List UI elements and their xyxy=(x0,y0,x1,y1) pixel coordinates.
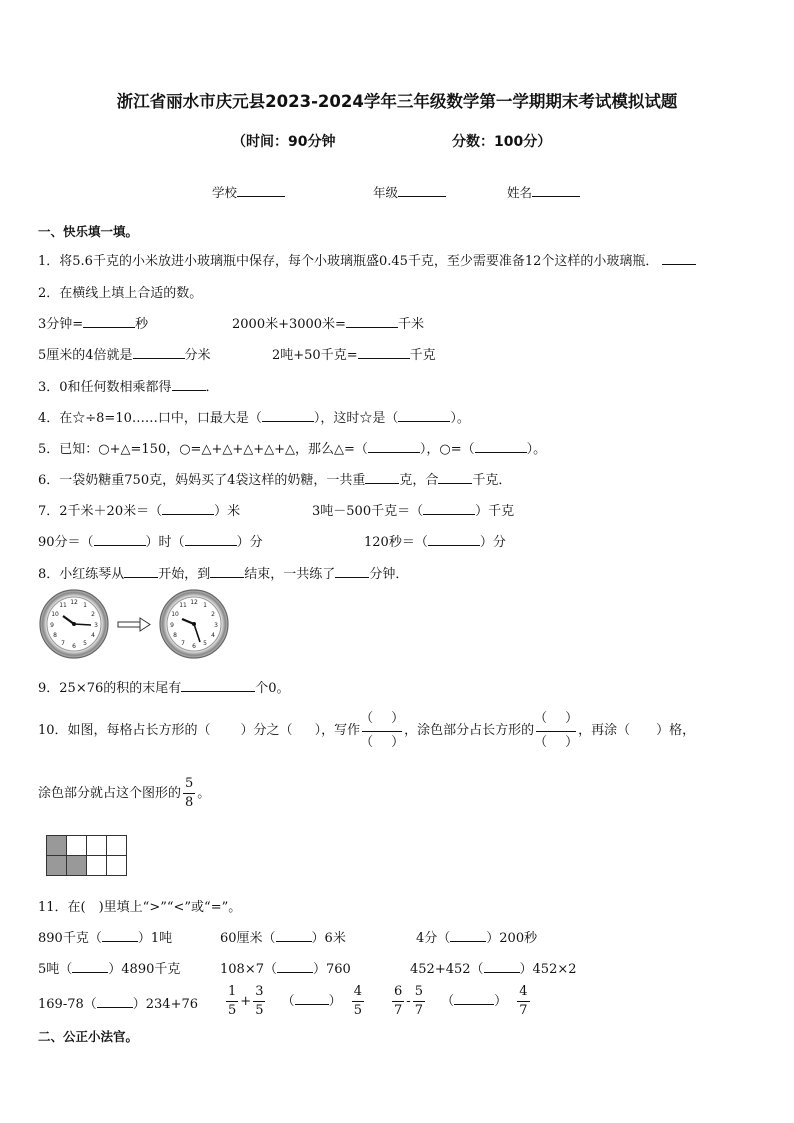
svg-text:1: 1 xyxy=(203,602,207,609)
svg-text:5: 5 xyxy=(203,640,207,647)
question-10-cont: 涂色部分就占这个图形的 $\frac{5}{8}$ 。 xyxy=(38,776,211,810)
question-2-a2: 2000米+3000米= 千米 xyxy=(232,313,424,332)
question-2-b1: 5厘米的4倍就是 分米 xyxy=(38,344,211,363)
start-clock xyxy=(40,590,108,658)
svg-text:11: 11 xyxy=(59,602,67,609)
arrow-icon xyxy=(118,618,150,631)
school-field: 学校 xyxy=(212,183,285,201)
blank-fraction-1: （ ） （ ） xyxy=(360,710,405,750)
svg-text:4: 4 xyxy=(211,632,215,639)
score-label: 分数：100分） xyxy=(452,134,552,150)
svg-text:11: 11 xyxy=(179,602,187,609)
svg-text:9: 9 xyxy=(170,622,174,629)
svg-text:10: 10 xyxy=(51,611,59,618)
blank-fraction-2: （ ） （ ） xyxy=(534,710,579,750)
question-6: 6．一袋奶糖重750克，妈妈买了4袋这样的奶糖，一共重 克，合 千克． xyxy=(38,469,511,488)
question-7-b2: 120秒＝（ ）分 xyxy=(364,531,506,550)
svg-text:6: 6 xyxy=(72,643,76,650)
q11-r2-c1: 5吨（ ）4890千克 xyxy=(38,958,180,977)
q11-r3-c2: $\frac{1}{5}$ + $\frac{3}{5}$ （ ） $\frac{4}{5}$ xyxy=(228,984,363,1018)
question-7-a2: 3吨－500千克＝（ ）千克 xyxy=(312,500,514,519)
svg-text:3: 3 xyxy=(214,622,218,629)
question-9: 9．25×76的积的末尾有 个0。 xyxy=(38,677,290,696)
q11-r1-c2: 60厘米（ ）6米 xyxy=(220,927,346,946)
svg-text:8: 8 xyxy=(53,632,57,639)
question-10: 10．如图，每格占长方形的（ ）分之（ ），写作 （ ） （ ） ，涂色部分占长方形的 （ ） （ ） ，再涂（ ）格， xyxy=(38,708,695,754)
rectangle-grid xyxy=(46,835,127,876)
svg-text:7: 7 xyxy=(61,640,65,647)
section-1-heading: 一、快乐填一填。 xyxy=(38,224,139,239)
question-4: 4．在☆÷8=10……口中，口最大是（ ），这时☆是（ ）。 xyxy=(38,407,470,426)
q11-r2-c3: 452+452（ ）452×2 xyxy=(410,958,577,977)
time-label: （时间：90分钟 xyxy=(232,134,336,150)
svg-text:12: 12 xyxy=(70,599,78,606)
question-1: 1．将5.6千克的小米放进小玻璃瓶中保存，每个小玻璃瓶盛0.45千克，至少需要准备12个这样的小玻璃瓶． xyxy=(38,250,696,269)
svg-text:6: 6 xyxy=(192,643,196,650)
q11-r1-c3: 4分（ ）200秒 xyxy=(416,927,537,946)
svg-text:5: 5 xyxy=(83,640,87,647)
clocks-illustration xyxy=(38,588,234,664)
svg-text:4: 4 xyxy=(91,632,95,639)
svg-text:3: 3 xyxy=(94,622,98,629)
svg-text:7: 7 xyxy=(181,640,185,647)
svg-text:8: 8 xyxy=(173,632,177,639)
q11-r3-c1: 169-78（ ）234+76 xyxy=(38,993,198,1012)
question-3: 3．0和任何数相乘都得 ． xyxy=(38,376,219,395)
q11-r2-c2: 108×7（ ）760 xyxy=(220,958,351,977)
svg-text:2: 2 xyxy=(91,611,95,618)
q11-r1-c1: 890千克（ ）1吨 xyxy=(38,927,172,946)
page-title: 浙江省丽水市庆元县2023-2024学年三年级数学第一学期期末考试模拟试题 xyxy=(116,92,678,111)
name-field: 姓名 xyxy=(507,183,580,201)
svg-text:2: 2 xyxy=(211,611,215,618)
svg-text:12: 12 xyxy=(190,599,198,606)
end-clock xyxy=(160,590,228,658)
question-7-a1: 7．2千米＋20米＝（ ）米 xyxy=(38,500,240,519)
section-2-heading: 二、公正小法官。 xyxy=(38,1029,139,1044)
question-2: 2．在横线上填上合适的数。 xyxy=(38,286,203,301)
grade-field: 年级 xyxy=(373,183,446,201)
svg-text:1: 1 xyxy=(83,602,87,609)
question-7-b1: 90分＝（ ）时（ ）分 xyxy=(38,531,263,550)
question-8: 8．小红练琴从 开始，到 结束，一共练了 分钟． xyxy=(38,563,408,582)
q11-r3-c3: $\frac{6}{7}$ - $\frac{5}{7}$ （ ） $\frac{4}{7}$ xyxy=(394,984,528,1018)
svg-text:10: 10 xyxy=(171,611,179,618)
question-2-a1: 3分钟= 秒 xyxy=(38,313,148,332)
question-11: 11．在( )里填上“>”“<”或“=”。 xyxy=(38,900,242,915)
svg-text:9: 9 xyxy=(50,622,54,629)
question-2-b2: 2吨+50千克= 千克 xyxy=(272,344,436,363)
question-5: 5．已知：○+△=150，○=△+△+△+△+△，那么△=（ ），○=（ ）。 xyxy=(38,438,546,457)
